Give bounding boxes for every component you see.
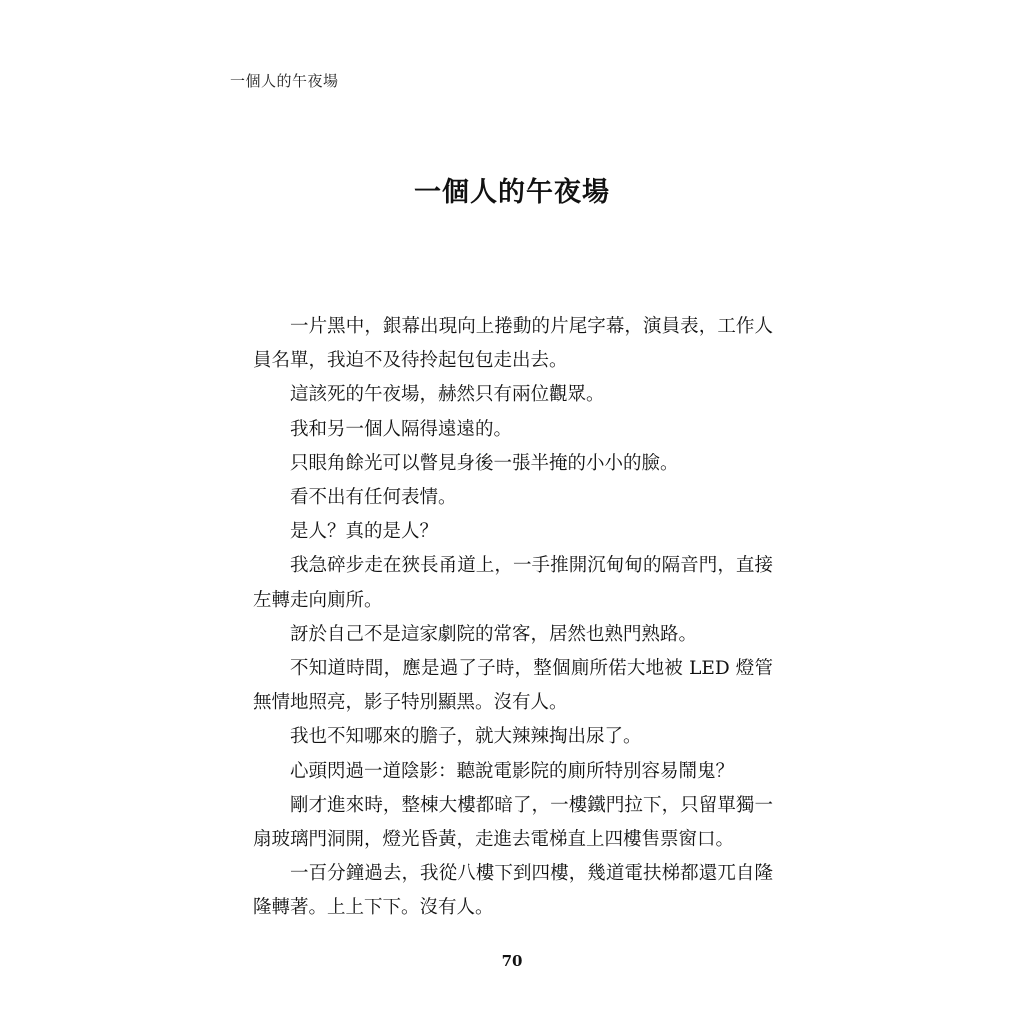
body-text [253,310,773,926]
paragraph: 只眼角餘光可以瞥見身後一張半掩的小小的臉。 [290,452,679,474]
paragraph: 訝於自己不是這家劇院的常客，居然也熟門熟路。 [290,623,698,645]
paragraph: 心頭閃過一道陰影：聽說電影院的廁所特別容易鬧鬼？ [290,760,735,782]
page-number: 70 [501,952,523,970]
paragraph: 一百分鐘過去，我從八樓下到四樓，幾道電扶梯都還兀自隆隆轉著。上上下下。沒有人。 [253,863,773,919]
paragraph: 我急碎步走在狹長甬道上，一手推開沉甸甸的隔音門，直接左轉走向廁所。 [253,555,773,611]
paragraph: 這該死的午夜場，赫然只有兩位觀眾。 [290,384,605,406]
chapter-title: 一個人的午夜場 [414,177,610,208]
paragraph: 一片黑中，銀幕出現向上捲動的片尾字幕，演員表，工作人員名單，我迫不及待拎起包包走出去。 [253,316,773,372]
paragraph: 我和另一個人隔得遠遠的。 [290,418,513,440]
paragraph: 我也不知哪來的膽子，就大辣辣掏出尿了。 [290,726,642,748]
paragraph: 看不出有任何表情。 [290,487,457,509]
paragraph: 是人？真的是人？ [290,521,439,543]
paragraph: 不知道時間，應是過了子時，整個廁所偌大地被 LED 燈管無情地照亮，影子特別顯黑。沒有人。 [253,658,773,714]
running-header: 一個人的午夜場 [230,72,339,90]
paragraph: 剛才進來時，整棟大樓都暗了，一樓鐵門拉下，只留單獨一扇玻璃門洞開，燈光昏黃，走進去電梯直上四樓售票窗口。 [253,794,773,851]
